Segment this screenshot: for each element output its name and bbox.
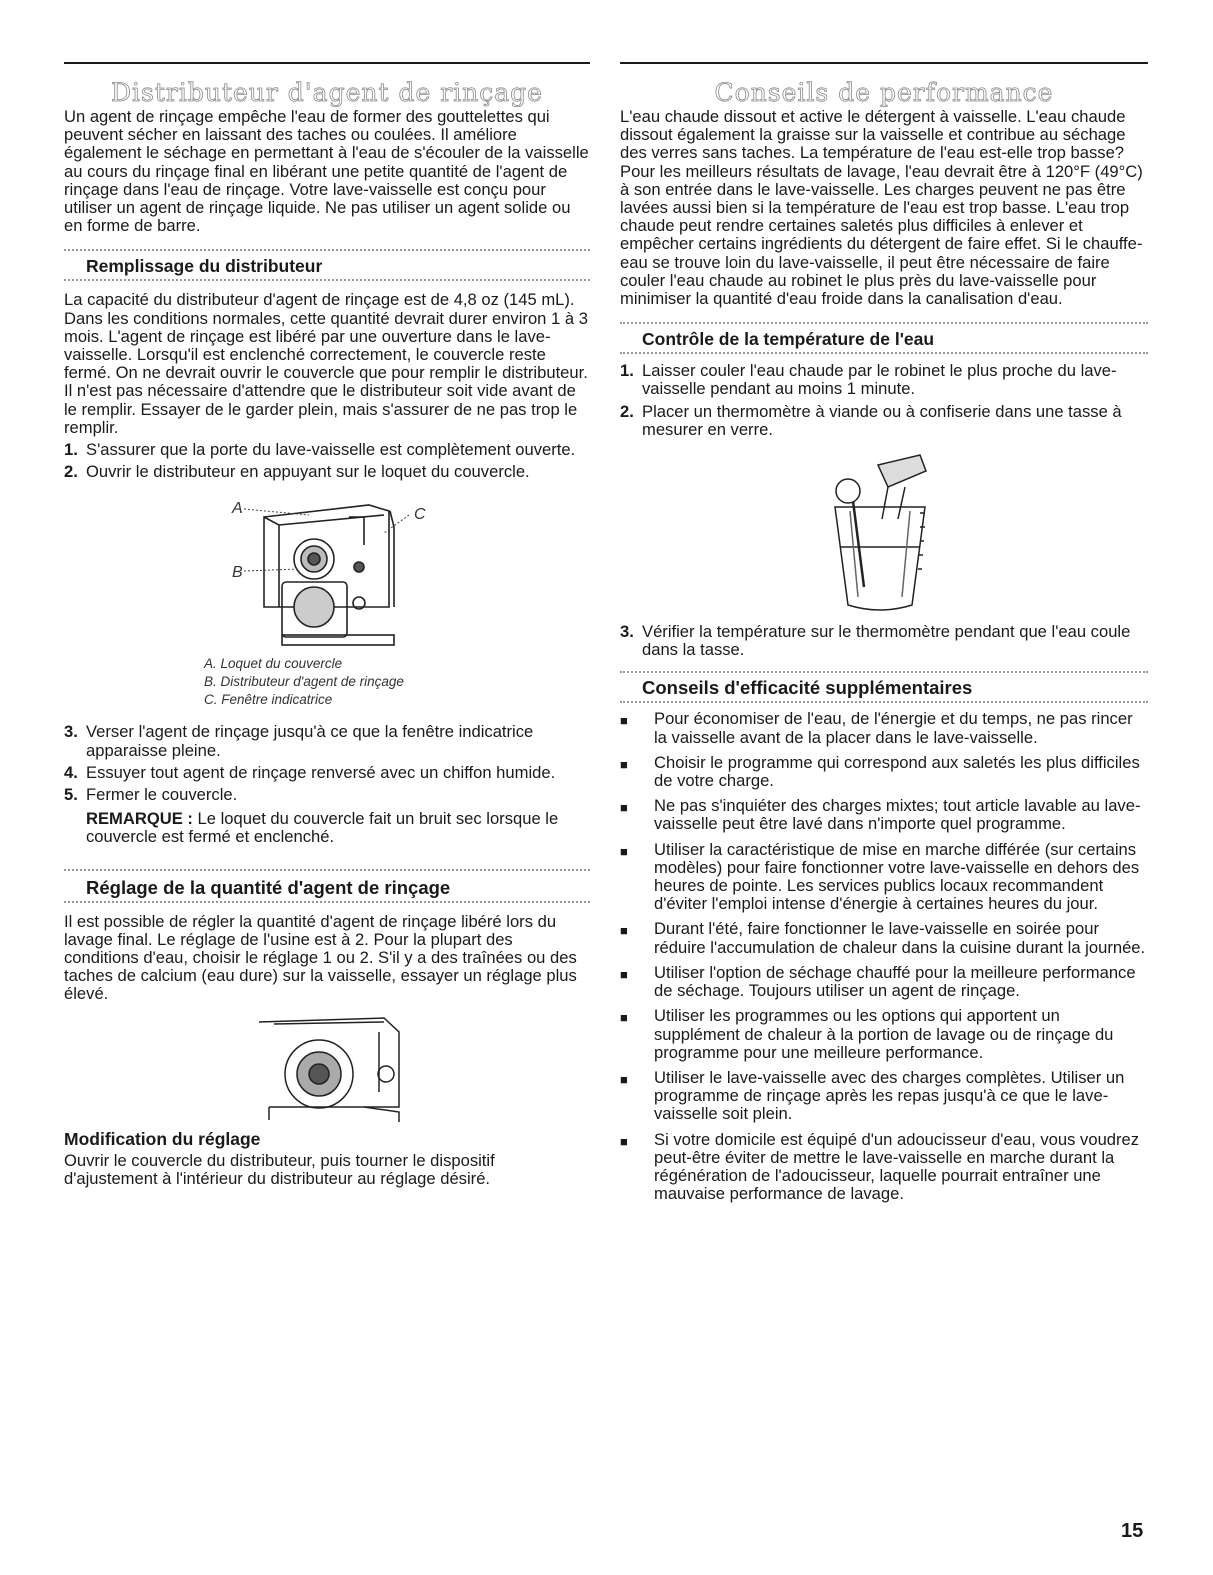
list-item — [64, 786, 590, 804]
list-item — [620, 841, 1148, 914]
list-item — [620, 1069, 1148, 1124]
tips-list — [620, 710, 1148, 1203]
note-text: Le loquet du couvercle fait un bruit sec lorsque le couvercle est fermé et enclenché. — [86, 809, 559, 847]
list-item — [620, 710, 1148, 746]
label-c: C — [414, 506, 426, 524]
heading-modify-setting: Modification du réglage — [64, 1128, 261, 1149]
list-item — [620, 623, 1148, 659]
step-text: Essuyer tout agent de rinçage renversé avec un chiffon humide. — [86, 762, 556, 782]
modify-paragraph: Ouvrir le couvercle du distributeur, puis tourner le dispositif d'ajustement à l'intérieur du distributeur au réglage désiré. — [64, 1150, 495, 1188]
dispenser-illustration — [64, 487, 590, 655]
caption-a: A. Loquet du couvercle — [204, 656, 343, 672]
heading-efficiency-tips: Conseils d'efficacité supplémentaires — [642, 677, 973, 699]
adjuster-illustration — [64, 1012, 590, 1124]
tip-text: Si votre domicile est équipé d'un adoucisseur d'eau, vous voudrez peut-être éviter de mettre le lave-vaisselle en marche durant la régénération de l'adoucisseur, laquelle pourrait entraîner une mauvaise performance de lavage. — [654, 1129, 1140, 1204]
step-text: Ouvrir le distributeur en appuyant sur le loquet du couvercle. — [86, 462, 530, 482]
page-number: 15 — [1121, 1520, 1144, 1542]
divider — [620, 671, 1148, 673]
note — [86, 810, 590, 846]
tip-text: Choisir le programme qui correspond aux saletés les plus difficiles de votre charge. — [654, 752, 1140, 791]
step-number: 2. — [64, 462, 78, 482]
tip-text: Durant l'été, faire fonctionner le lave-vaisselle en soirée pour réduire l'accumulation de chaleur dans la cuisine durant la journée. — [654, 919, 1146, 957]
divider — [620, 701, 1148, 703]
bullet-icon: ■ — [620, 800, 628, 816]
divider — [620, 322, 1148, 324]
tip-text: Pour économiser de l'eau, de l'énergie et du temps, ne pas rincer la vaisselle avant de la placer dans le lave-vaisselle. — [654, 709, 1133, 747]
list-item — [620, 403, 1148, 439]
step-text: S'assurer que la porte du lave-vaisselle est complètement ouverte. — [86, 440, 576, 460]
list-item — [620, 1131, 1148, 1204]
list-item — [64, 441, 590, 459]
list-item — [620, 797, 1148, 833]
bullet-icon: ■ — [620, 756, 628, 772]
right-column — [620, 62, 1148, 1203]
tip-text: Utiliser la caractéristique de mise en marche différée (sur certains modèles) pour faire fonctionner votre lave-vaisselle en dehors des heures de pointe. Les services publics locaux recommandent d'éviter l'emploi intense d'énergie à certaines heures du jour. — [654, 839, 1140, 914]
step-text: Vérifier la température sur le thermomètre pendant que l'eau coule dans la tasse. — [642, 622, 1131, 660]
tip-text: Utiliser le lave-vaisselle avec des charges complètes. Utiliser un programme de rinçage après les repas jusqu'à ce que le lave-vaisselle soit plein. — [654, 1067, 1125, 1124]
heading-adjust-amount: Réglage de la quantité d'agent de rinçage — [86, 876, 451, 898]
divider — [64, 869, 590, 871]
header-rule — [64, 62, 590, 64]
step-number: 5. — [64, 785, 78, 805]
steps-list-a — [64, 441, 590, 481]
figure-caption — [204, 655, 590, 709]
temperature-steps — [620, 362, 1148, 439]
tip-text: Ne pas s'inquiéter des charges mixtes; tout article lavable au lave-vaisselle peut être lavé dans n'importe quel programme. — [654, 796, 1141, 834]
list-item — [620, 920, 1148, 956]
dispenser-drawing — [64, 487, 590, 655]
note-label: REMARQUE : — [86, 809, 193, 829]
divider — [64, 279, 590, 281]
thermometer-cup-drawing — [620, 447, 1148, 619]
left-column — [64, 62, 590, 1188]
bullet-icon: ■ — [620, 713, 628, 729]
list-item — [64, 463, 590, 481]
temperature-step-3 — [620, 623, 1148, 659]
bullet-icon: ■ — [620, 1133, 628, 1149]
thermometer-cup-illustration — [620, 447, 1148, 619]
adjuster-drawing — [64, 1012, 590, 1124]
step-text: Fermer le couvercle. — [86, 785, 238, 805]
step-number: 4. — [64, 762, 78, 782]
step-number: 2. — [620, 401, 634, 421]
divider — [64, 901, 590, 903]
header-rule — [620, 62, 1148, 64]
tip-text: Utiliser les programmes ou les options qui apportent un supplément de chaleur à la portion de lavage ou de rinçage du programme pour une meilleure performance. — [654, 1006, 1114, 1062]
label-b: B — [232, 564, 243, 582]
bullet-icon: ■ — [620, 843, 628, 859]
divider — [620, 352, 1148, 354]
step-text: Laisser couler l'eau chaude par le robinet le plus proche du lave-vaisselle pendant au moins 1 minute. — [642, 361, 1117, 399]
list-item — [64, 764, 590, 782]
list-item — [620, 362, 1148, 398]
bullet-icon: ■ — [620, 923, 628, 939]
heading-fill-dispenser: Remplissage du distributeur — [86, 256, 323, 277]
step-number: 3. — [64, 722, 78, 742]
fill-paragraph: La capacité du distributeur d'agent de rinçage est de 4,8 oz (145 mL). Dans les conditions normales, cette quantité devrait durer environ 1 à 3 mois. L'agent de rinçage est libéré par une ouverture dans le lave-vaisselle. Lorsqu'il est enclenché correctement, le couvercle reste fermé. On ne devrait ouvrir le couvercle que pour remplir le distributeur. Il n'est pas nécessaire d'attendre que le distributeur soit vide avant de le remplir. Essayer de le garder plein, mais s'assurer de ne pas trop le remplir. — [64, 290, 588, 437]
list-item — [64, 723, 590, 759]
bullet-icon: ■ — [620, 1010, 628, 1026]
bullet-icon: ■ — [620, 1071, 628, 1087]
divider — [64, 249, 590, 251]
section-title-rinse-aid: Distributeur d'agent de rinçage — [111, 78, 543, 107]
bullet-icon: ■ — [620, 966, 628, 982]
list-item — [620, 964, 1148, 1000]
caption-b: B. Distributeur d'agent de rinçage — [204, 674, 404, 690]
adjust-paragraph: Il est possible de régler la quantité d'agent de rinçage libéré lors du lavage final. Le réglage de l'usine est à 2. Pour la plupart des conditions d'eau, choisir le réglage 1 ou 2. S'il y a des traînées ou des taches de calcium (eau dure) sur la vaisselle, essayer un réglage plus élevé. — [64, 911, 577, 1004]
intro-paragraph: L'eau chaude dissout et active le détergent à vaisselle. L'eau chaude dissout également la graisse sur la vaisselle et contribue au séchage des verres sans taches. La température de l'eau est-elle trop basse? Pour les meilleurs résultats de lavage, l'eau devrait être à 120°F (49°C) à son entrée dans le lave-vaisselle. Les charges peuvent ne pas être lavées aussi bien si la température de l'eau est trop basse. L'eau trop chaude peut rendre certaines saletés plus difficiles à enlever et empêcher certains ingrédients du détergent de faire effet. Si le chauffe-eau se trouve loin du lave-vaisselle, il peut être nécessaire de faire couler l'eau chaude au robinet le plus près du lave-vaisselle pour minimiser la quantité d'eau froide dans la canalisation d'eau. — [620, 107, 1143, 309]
step-number: 1. — [620, 361, 634, 381]
list-item — [620, 1007, 1148, 1062]
step-number: 1. — [64, 440, 78, 460]
step-text: Placer un thermomètre à viande ou à confiserie dans une tasse à mesurer en verre. — [642, 401, 1122, 439]
step-text: Verser l'agent de rinçage jusqu'à ce que la fenêtre indicatrice apparaisse pleine. — [86, 722, 534, 760]
step-number: 3. — [620, 622, 634, 642]
steps-list-b — [64, 723, 590, 804]
list-item — [620, 754, 1148, 790]
caption-c: C. Fenêtre indicatrice — [204, 692, 333, 708]
heading-water-temperature: Contrôle de la température de l'eau — [642, 329, 935, 350]
intro-paragraph: Un agent de rinçage empêche l'eau de former des gouttelettes qui peuvent sécher en laissant des taches ou coulées. Il améliore également le séchage en permettant à l'eau de s'écouler de la vaisselle au cours du rinçage final en libérant une petite quantité de l'agent de rinçage dans l'eau de rinçage. Votre lave-vaisselle est conçu pour utiliser un agent de rinçage liquide. Ne pas utiliser un agent solide ou en forme de barre. — [64, 107, 589, 236]
section-title-performance-tips: Conseils de performance — [714, 78, 1054, 107]
tip-text: Utiliser l'option de séchage chauffé pour la meilleure performance de séchage. Toujours utiliser un agent de rinçage. — [654, 962, 1136, 1001]
label-a: A — [232, 500, 243, 518]
